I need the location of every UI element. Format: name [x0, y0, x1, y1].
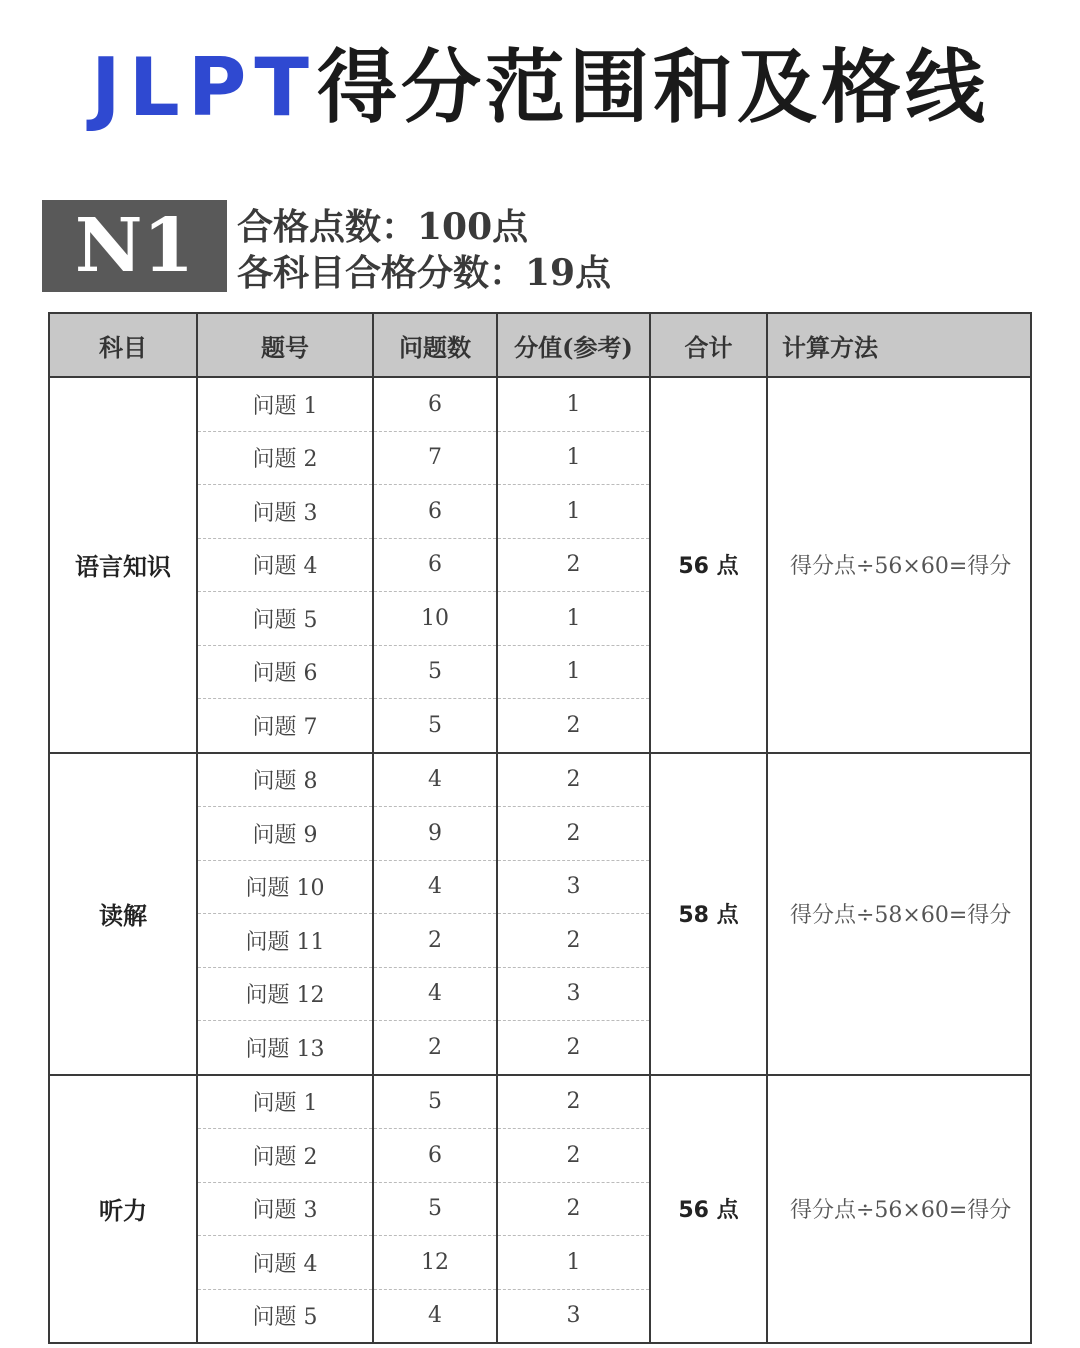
question-count-cell: 4	[373, 860, 497, 914]
question-count-cell: 5	[373, 645, 497, 699]
question-count-cell: 2	[373, 1021, 497, 1075]
subject-cell: 听力	[49, 1075, 197, 1344]
question-no-cell: 问题 3	[197, 1182, 373, 1236]
points-cell: 2	[497, 1129, 650, 1183]
level-badge: N1	[42, 200, 227, 292]
question-count-cell: 4	[373, 967, 497, 1021]
table-row	[49, 753, 1031, 807]
subject-cell: 读解	[49, 753, 197, 1075]
question-count-cell: 4	[373, 753, 497, 807]
points-cell: 2	[497, 699, 650, 753]
points-cell: 2	[497, 807, 650, 861]
column-header-question-no: 题号	[197, 313, 373, 377]
points-cell: 1	[497, 431, 650, 485]
question-no-cell: 问题 8	[197, 753, 373, 807]
question-count-cell: 12	[373, 1236, 497, 1290]
column-header-points: 分值(参考)	[497, 313, 650, 377]
question-no-cell: 问题 4	[197, 1236, 373, 1290]
question-no-cell: 问题 11	[197, 914, 373, 968]
method-cell: 得分点÷56×60=得分	[767, 1075, 1031, 1344]
question-count-cell: 6	[373, 485, 497, 539]
question-no-cell: 问题 1	[197, 1075, 373, 1129]
points-cell: 2	[497, 753, 650, 807]
question-no-cell: 问题 1	[197, 377, 373, 431]
table-body	[49, 377, 1031, 1343]
question-no-cell: 问题 2	[197, 1129, 373, 1183]
table-row	[49, 377, 1031, 431]
question-no-cell: 问题 6	[197, 645, 373, 699]
question-no-cell: 问题 7	[197, 699, 373, 753]
question-count-cell: 5	[373, 1075, 497, 1129]
question-count-cell: 7	[373, 431, 497, 485]
question-count-cell: 2	[373, 914, 497, 968]
points-cell: 3	[497, 860, 650, 914]
points-cell: 2	[497, 538, 650, 592]
question-count-cell: 6	[373, 1129, 497, 1183]
question-no-cell: 问题 2	[197, 431, 373, 485]
question-no-cell: 问题 10	[197, 860, 373, 914]
column-header-method: 计算方法	[767, 313, 1031, 377]
title-chinese: 得分范围和及格线	[316, 41, 989, 134]
pass-total-text: 合格点数：100点	[237, 206, 529, 248]
table-row	[49, 1075, 1031, 1129]
question-count-cell: 9	[373, 807, 497, 861]
question-count-cell: 6	[373, 538, 497, 592]
question-no-cell: 问题 3	[197, 485, 373, 539]
method-cell: 得分点÷58×60=得分	[767, 753, 1031, 1075]
question-no-cell: 问题 13	[197, 1021, 373, 1075]
points-cell: 3	[497, 967, 650, 1021]
column-header-total: 合计	[650, 313, 767, 377]
table-header-row	[49, 313, 1031, 377]
points-cell: 1	[497, 1236, 650, 1290]
question-count-cell: 10	[373, 592, 497, 646]
question-no-cell: 问题 4	[197, 538, 373, 592]
points-cell: 1	[497, 592, 650, 646]
total-cell: 58 点	[650, 753, 767, 1075]
question-no-cell: 问题 12	[197, 967, 373, 1021]
question-no-cell: 问题 5	[197, 592, 373, 646]
column-header-question-count: 问题数	[373, 313, 497, 377]
total-cell: 56 点	[650, 1075, 767, 1344]
pass-info	[237, 204, 611, 296]
question-no-cell: 问题 9	[197, 807, 373, 861]
points-cell: 2	[497, 1021, 650, 1075]
column-header-subject: 科目	[49, 313, 197, 377]
points-cell: 1	[497, 485, 650, 539]
question-count-cell: 4	[373, 1289, 497, 1343]
question-count-cell: 5	[373, 1182, 497, 1236]
page-title	[0, 38, 1080, 138]
points-cell: 1	[497, 377, 650, 431]
question-count-cell: 5	[373, 699, 497, 753]
points-cell: 3	[497, 1289, 650, 1343]
title-latin: JLPT	[91, 41, 317, 134]
question-no-cell: 问题 5	[197, 1289, 373, 1343]
score-table	[48, 312, 1032, 1344]
pass-section-text: 各科目合格分数：19点	[237, 252, 612, 294]
points-cell: 2	[497, 1182, 650, 1236]
question-count-cell: 6	[373, 377, 497, 431]
method-cell: 得分点÷56×60=得分	[767, 377, 1031, 753]
points-cell: 2	[497, 1075, 650, 1129]
subject-cell: 语言知识	[49, 377, 197, 753]
points-cell: 2	[497, 914, 650, 968]
points-cell: 1	[497, 645, 650, 699]
total-cell: 56 点	[650, 377, 767, 753]
